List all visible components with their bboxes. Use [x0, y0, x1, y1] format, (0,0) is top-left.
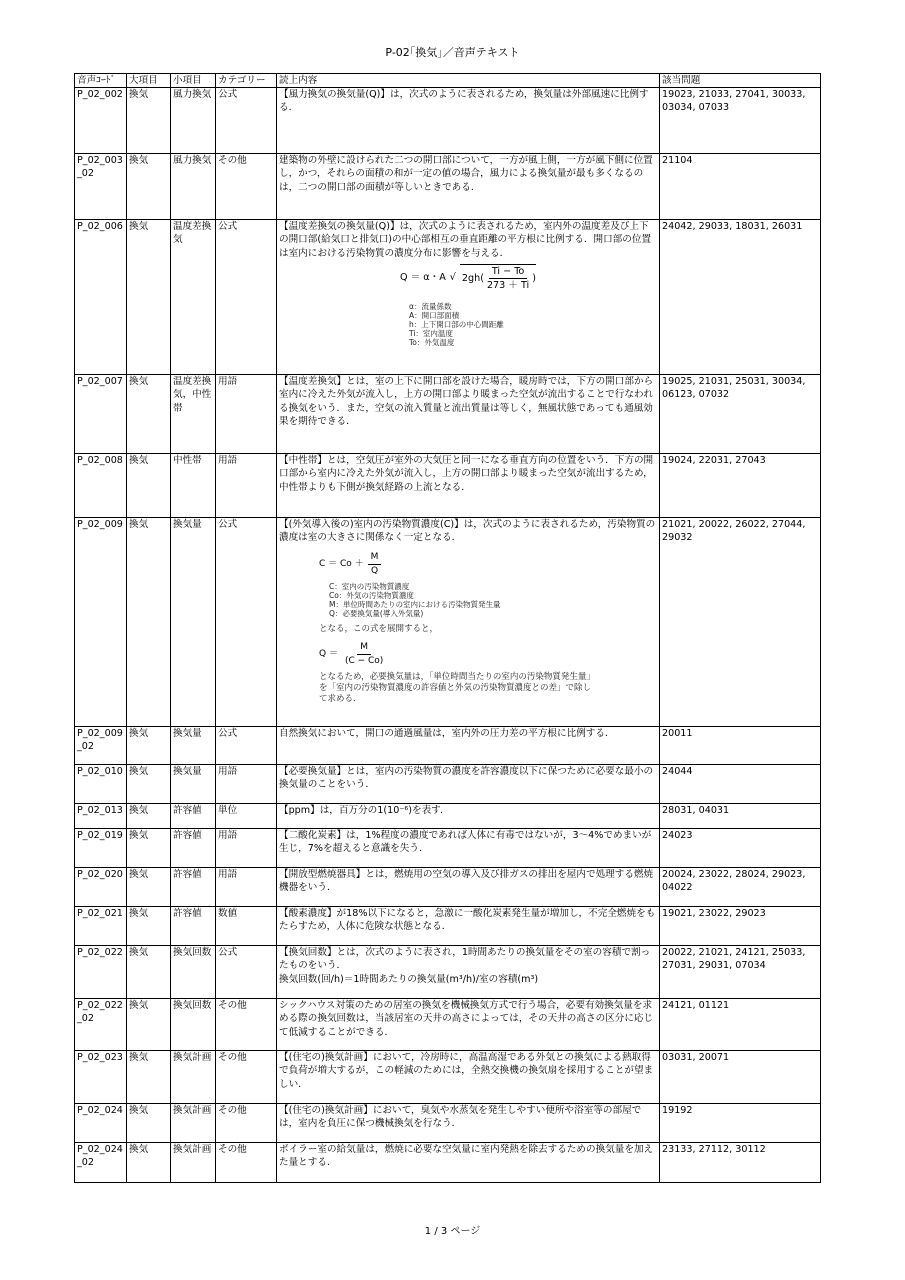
cell-content: 【ppm】は，百万分の1(10⁻⁶)を表す．	[277, 804, 660, 829]
cell-major: 換気	[127, 518, 171, 727]
cell-refs: 19192	[660, 1104, 821, 1143]
cell-refs: 03031, 20071	[660, 1051, 821, 1104]
cell-code: P_02_019	[75, 829, 127, 868]
table-row	[75, 727, 821, 765]
cell-category: 公式	[216, 88, 277, 154]
table-row	[75, 1143, 821, 1183]
cell-category: 用語	[216, 765, 277, 804]
formula-fraction	[368, 551, 382, 578]
cell-major: 換気	[127, 154, 171, 220]
legend-item: Q：必要換気量(導入外気量)	[329, 609, 424, 619]
cell-code: P_02_002	[75, 88, 127, 154]
table-row	[75, 220, 821, 375]
legend-item: α：流量係数	[409, 302, 452, 312]
table-row	[75, 154, 821, 220]
cell-minor: 許容値	[171, 829, 216, 868]
formula-numerator: M	[368, 551, 382, 565]
formula-denominator: Q	[371, 565, 379, 576]
paren-open: (	[480, 272, 484, 284]
cell-minor: 換気量	[171, 765, 216, 804]
cell-refs: 24121, 01121	[660, 999, 821, 1051]
required-ventilation-formula	[279, 641, 657, 668]
cell-minor: 換気回数	[171, 999, 216, 1051]
sqrt-symbol: √	[449, 272, 456, 284]
table-row	[75, 1104, 821, 1143]
cell-category: その他	[216, 1143, 277, 1183]
cell-minor: 許容値	[171, 868, 216, 907]
cell-refs: 19023, 21033, 27041, 30033, 03034, 07033	[660, 88, 821, 154]
formula-denominator: 273 ＋ Ti	[486, 280, 530, 292]
cell-major: 換気	[127, 868, 171, 907]
cell-refs: 20022, 21021, 24121, 25033, 27031, 29031, 07034	[660, 946, 821, 999]
cell-minor: 換気計画	[171, 1143, 216, 1183]
formula-note: となる，この式を展開すると，	[319, 624, 439, 635]
formula-legend	[279, 582, 657, 618]
cell-minor: 換気量	[171, 518, 216, 727]
formula-sqrt	[460, 264, 536, 292]
cell-content	[277, 220, 660, 375]
cell-content: 【中性帯】とは，空気圧が室外の大気圧と同一になる垂直方向の位置をいう．下方の開口部から室内に冷えた外気が流入し，上方の開口部より暖まった空気が流出するため，中性帯よりも下側が換気経路の上流となる．	[277, 454, 660, 518]
cell-major: 換気	[127, 829, 171, 868]
cell-code: P_02_006	[75, 220, 127, 375]
page-footer: 1 / 3 ページ	[424, 1226, 481, 1237]
table-row	[75, 804, 821, 829]
legend-item: h：上下開口部の中心間距離	[409, 320, 504, 330]
header-code: 音声ｺｰﾄﾞ	[75, 74, 127, 88]
table-row	[75, 829, 821, 868]
cell-content: 自然換気において，開口の通過風量は，室内外の圧力差の平方根に比例する．	[277, 727, 660, 765]
cell-refs: 21021, 20022, 26022, 27044, 29032	[660, 518, 821, 727]
page-title: P-02｢換気｣／音声テキスト	[385, 46, 520, 59]
cell-category: 公式	[216, 518, 277, 727]
cell-content: 【(住宅の)換気計画】において，冷房時に，高温高湿である外気との換気による熱取得で負荷が増大するが，この軽減のためには，全熱交換機の換気扇を採用することが望ましい．	[277, 1051, 660, 1104]
cell-code: P_02_022_02	[75, 999, 127, 1051]
cell-refs: 21104	[660, 154, 821, 220]
cell-refs: 24042, 29033, 18031, 26031	[660, 220, 821, 375]
table-row	[75, 518, 821, 727]
cell-major: 換気	[127, 999, 171, 1051]
cell-category: 公式	[216, 220, 277, 375]
table-header-row	[75, 74, 821, 88]
formula-lhs: C ＝ Co ＋	[319, 558, 364, 569]
cell-major: 換気	[127, 765, 171, 804]
formula-numerator: M	[357, 641, 371, 655]
cell-content: 建築物の外壁に設けられた二つの開口部について，一方が風上側，一方が風下側に位置し，かつ，それらの面積の和が一定の値の場合，風力による換気量が最も多くなるのは，二つの開口部の面積が等しいときである．	[277, 154, 660, 220]
cell-code: P_02_003_02	[75, 154, 127, 220]
cell-refs: 24044	[660, 765, 821, 804]
formula-sqrt-pre: 2gh	[461, 272, 481, 284]
cell-minor: 風力換気	[171, 88, 216, 154]
content-formula-text: 換気回数(回/h)＝1時間あたりの換気量(m³/h)/室の容積(m³)	[279, 973, 539, 985]
content-text: 【(外気導入後の)室内の汚染物質濃度(C)】は，次式のように表されるため，汚染物質の濃度は室の大きさに関係なく一定となる．	[279, 519, 656, 544]
cell-code: P_02_007	[75, 375, 127, 454]
formula-lhs: Q ＝	[319, 649, 338, 660]
cell-major: 換気	[127, 907, 171, 946]
cell-refs: 28031, 04031	[660, 804, 821, 829]
cell-content	[277, 946, 660, 999]
cell-minor: 中性帯	[171, 454, 216, 518]
cell-code: P_02_022	[75, 946, 127, 999]
cell-category: 公式	[216, 946, 277, 999]
header-category: カテゴリー	[216, 74, 277, 88]
cell-major: 換気	[127, 220, 171, 375]
cell-major: 換気	[127, 88, 171, 154]
cell-category: 単位	[216, 804, 277, 829]
cell-refs: 20011	[660, 727, 821, 765]
cell-minor: 換気計画	[171, 1104, 216, 1143]
cell-major: 換気	[127, 946, 171, 999]
cell-major: 換気	[127, 727, 171, 765]
cell-content: 【温度差換気】とは，室の上下に開口部を設けた場合，暖房時では，下方の開口部から室内に冷えた外気が流入し，上方の開口部より暖まった空気が流出することで行なわれる換気をいう．また，空気の流入質量と流出質量は等しく，無風状態であっても通風効果を期待できる．	[277, 375, 660, 454]
formula-fraction	[484, 265, 532, 292]
cell-code: P_02_024	[75, 1104, 127, 1143]
cell-major: 換気	[127, 804, 171, 829]
cell-code: P_02_024_02	[75, 1143, 127, 1183]
legend-item: Co：外気の汚染物質濃度	[329, 591, 414, 601]
cell-content: ボイラー室の給気量は，燃焼に必要な空気量に室内発熱を除去するための換気量を加えた量とする．	[277, 1143, 660, 1183]
header-content: 読上内容	[277, 74, 660, 88]
cell-category: 数値	[216, 907, 277, 946]
cell-minor: 換気量	[171, 727, 216, 765]
table-row	[75, 454, 821, 518]
cell-code: P_02_009	[75, 518, 127, 727]
cell-refs: 19021, 23022, 29023	[660, 907, 821, 946]
cell-content: 【二酸化炭素】は，1%程度の濃度であれば人体に有毒ではないが，3～4%でめまいが生じ，7%を超えると意識を失う．	[277, 829, 660, 868]
cell-content: 【(住宅の)換気計画】において，臭気や水蒸気を発生しやすい便所や浴室等の部屋では，室内を負圧に保つ機械換気を行なう．	[277, 1104, 660, 1143]
cell-refs: 20024, 23022, 28024, 29023, 04022	[660, 868, 821, 907]
formula-fraction	[342, 641, 386, 668]
legend-item: C：室内の汚染物質濃度	[329, 582, 410, 592]
cell-code: P_02_023	[75, 1051, 127, 1104]
cell-content: 【風力換気の換気量(Q)】は，次式のように表されるため，換気量は外部風速に比例する．	[277, 88, 660, 154]
cell-content: 【必要換気量】とは，室内の汚染物質の濃度を許容濃度以下に保つために必要な最小の換気量のことをいう．	[277, 765, 660, 804]
cell-refs: 19025, 21031, 25031, 30034, 06123, 07032	[660, 375, 821, 454]
temperature-ventilation-formula	[279, 264, 657, 292]
cell-category: 公式	[216, 727, 277, 765]
cell-minor: 許容値	[171, 804, 216, 829]
cell-refs: 24023	[660, 829, 821, 868]
content-text: 【温度差換気の換気量(Q)】は，次式のように表されるため，室内外の温度差及び上下の開口部(給気口と排気口)の中心部相互の垂直距離の平方根に比例する．開口部の位置は室内における汚染物質の濃度分布に影響を与える．	[279, 221, 652, 259]
cell-minor: 温度差換気	[171, 220, 216, 375]
cell-refs: 23133, 27112, 30112	[660, 1143, 821, 1183]
cell-minor: 許容値	[171, 907, 216, 946]
cell-category: 用語	[216, 375, 277, 454]
cell-category: 用語	[216, 829, 277, 868]
table-row	[75, 999, 821, 1051]
legend-item: Ti：室内温度	[409, 329, 453, 339]
formula-note: となるため，必要換気量は，「単位時間当たりの室内の汚染物質発生量」を「室内の汚染物質濃度の許容値と外気の汚染物質濃度との差」で除して求める．	[319, 672, 595, 705]
content-text: 【換気回数】とは，次式のように表され，1時間あたりの換気量をその室の容積で割ったものをいう．	[279, 947, 651, 972]
cell-minor: 風力換気	[171, 154, 216, 220]
cell-major: 換気	[127, 1143, 171, 1183]
table-row	[75, 88, 821, 154]
cell-category: 用語	[216, 868, 277, 907]
paren-close: )	[532, 272, 536, 284]
cell-minor: 換気計画	[171, 1051, 216, 1104]
cell-refs: 19024, 22031, 27043	[660, 454, 821, 518]
cell-category: その他	[216, 154, 277, 220]
cell-major: 換気	[127, 454, 171, 518]
cell-major: 換気	[127, 1104, 171, 1143]
cell-category: その他	[216, 1051, 277, 1104]
cell-major: 換気	[127, 1051, 171, 1104]
formula-denominator: (C − Co)	[344, 656, 384, 667]
cell-category: 用語	[216, 454, 277, 518]
cell-major: 換気	[127, 375, 171, 454]
table-row	[75, 946, 821, 999]
cell-category: その他	[216, 1104, 277, 1143]
legend-item: A：開口部面積	[409, 311, 460, 321]
cell-content: 【酸素濃度】が18%以下になると，急激に一酸化炭素発生量が増加し，不完全燃焼をもたらすため，人体に危険な状態となる．	[277, 907, 660, 946]
cell-category: その他	[216, 999, 277, 1051]
cell-minor: 換気回数	[171, 946, 216, 999]
table-row	[75, 375, 821, 454]
voice-text-table	[74, 73, 821, 1183]
cell-code: P_02_021	[75, 907, 127, 946]
header-refs: 該当問題	[660, 74, 821, 88]
table-row	[75, 868, 821, 907]
header-minor: 小項目	[171, 74, 216, 88]
cell-content: シックハウス対策のための居室の換気を機械換気方式で行う場合，必要有効換気量を求める際の換気回数は，当該居室の天井の高さによっては，その天井の高さの区分に応じて低減することができる．	[277, 999, 660, 1051]
cell-minor: 温度差換気，中性帯	[171, 375, 216, 454]
cell-code: P_02_008	[75, 454, 127, 518]
cell-content	[277, 518, 660, 727]
table-row	[75, 1051, 821, 1104]
cell-content: 【開放型燃焼器具】とは，燃焼用の空気の導入及び排ガスの排出を屋内で処理する燃焼機器をいう．	[277, 868, 660, 907]
concentration-formula	[279, 551, 657, 578]
table-row	[75, 907, 821, 946]
legend-item: To：外気温度	[409, 338, 455, 348]
formula-lhs: Q ＝ α・A	[400, 272, 446, 284]
cell-code: P_02_013	[75, 804, 127, 829]
cell-code: P_02_020	[75, 868, 127, 907]
cell-code: P_02_010	[75, 765, 127, 804]
cell-code: P_02_009_02	[75, 727, 127, 765]
formula-legend	[279, 302, 657, 347]
table-row	[75, 765, 821, 804]
formula-numerator: Ti − To	[489, 265, 527, 279]
header-major: 大項目	[127, 74, 171, 88]
legend-item: M：単位時間あたりの室内における汚染物質発生量	[329, 600, 501, 610]
